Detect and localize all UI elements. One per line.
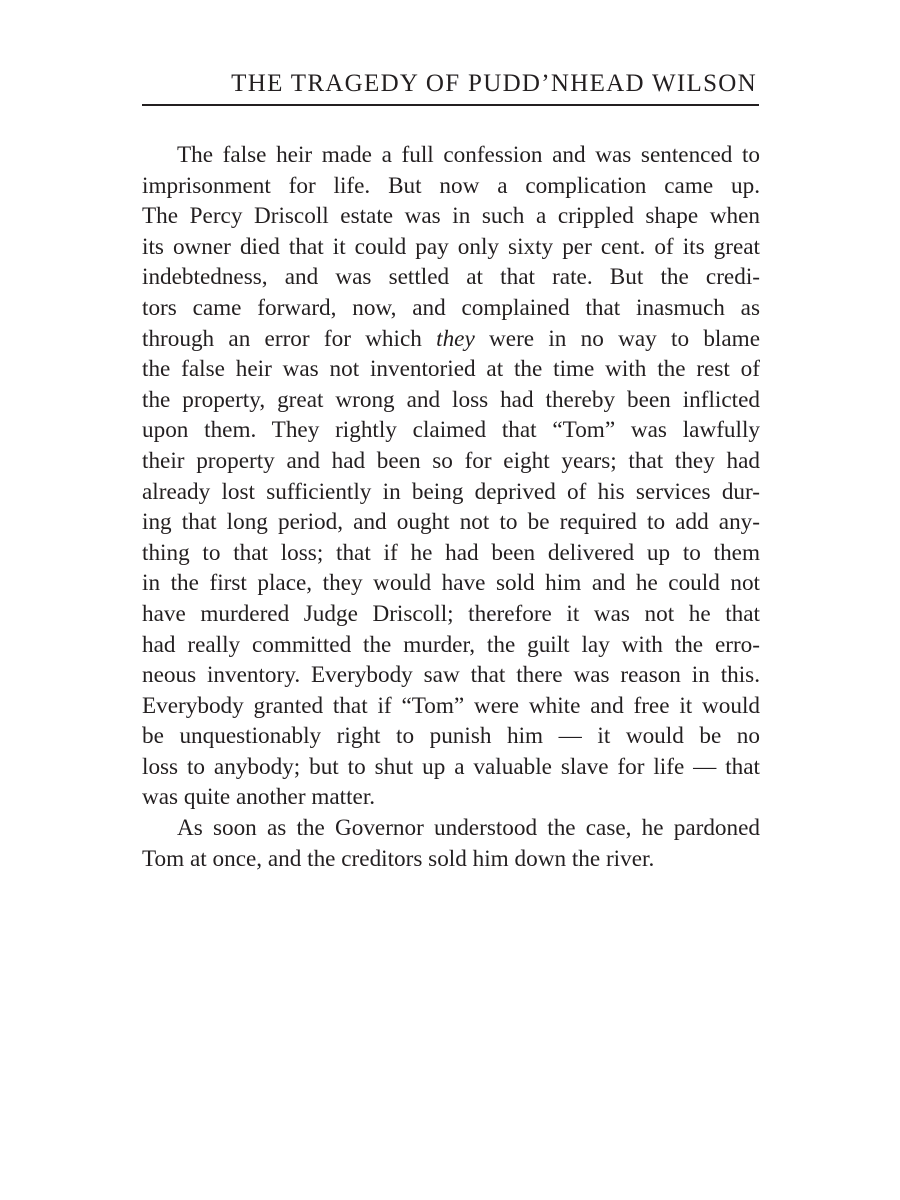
text-line: neous inventory. Everybody saw that there was reason in this. (142, 662, 760, 689)
text-line: thing to that loss; that if he had been delivered up to them (142, 539, 760, 566)
paragraph-1 (142, 140, 760, 813)
text-line: The false heir made a full confession and was sentenced to (177, 142, 760, 168)
text-run: were in no way to blame (474, 325, 760, 352)
text-line: its owner died that it could pay only sixty per cent. of its great (142, 233, 760, 260)
text-line: have murdered Judge Driscoll; therefore it was not he that (142, 600, 760, 627)
running-head (142, 66, 759, 106)
text-line: in the first place, they would have sold him and he could not (142, 570, 760, 597)
emphasis-text: they (436, 325, 475, 352)
text-line: loss to anybody; but to shut up a valuable slave for life — that (142, 753, 760, 780)
running-head-title: THE TRAGEDY OF PUDD’NHEAD WILSON (231, 70, 757, 97)
text-line: already lost sufficiently in being deprived of his services dur- (142, 478, 760, 505)
text-line: was quite another matter. (142, 784, 376, 811)
text-line: indebtedness, and was settled at that rate. But the credi- (142, 264, 760, 291)
text-line: be unquestionably right to punish him — it would be no (142, 723, 760, 750)
text-line: Everybody granted that if “Tom” were white and free it would (142, 692, 760, 719)
text-line: Tom at once, and the creditors sold him down the river. (142, 845, 655, 872)
paragraph-2 (142, 813, 760, 874)
text-line: their property and had been so for eight years; that they had (142, 447, 760, 474)
text-line: the property, great wrong and loss had thereby been inflicted (142, 386, 760, 413)
text-line: tors came forward, now, and complained that inasmuch as (142, 294, 760, 321)
text-line: ing that long period, and ought not to be required to add any- (142, 509, 760, 536)
text-line: the false heir was not inventoried at the time with the rest of (142, 356, 760, 383)
text-line: The Percy Driscoll estate was in such a crippled shape when (142, 203, 760, 230)
body-text (142, 140, 760, 874)
text-run: through an error for which (142, 325, 437, 352)
text-line (142, 324, 760, 355)
text-line: imprisonment for life. But now a complication came up. (142, 172, 760, 199)
text-line: had really committed the murder, the guilt lay with the erro- (142, 631, 760, 658)
text-line: upon them. They rightly claimed that “Tom” was lawfully (142, 417, 760, 444)
text-line: As soon as the Governor understood the case, he pardoned (177, 815, 760, 842)
